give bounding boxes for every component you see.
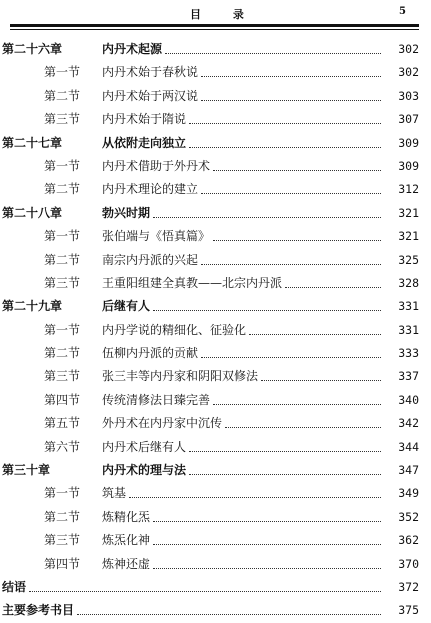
toc-page-number: 325 [398, 252, 419, 267]
dot-leader [189, 147, 381, 148]
toc-section-row[interactable] [0, 506, 431, 529]
toc-entry-label: 第二十八章 [2, 205, 63, 220]
dot-leader [165, 53, 381, 54]
header-rule-thin [10, 29, 419, 30]
dot-leader [201, 193, 381, 194]
toc-page-number: 321 [398, 229, 419, 244]
dot-leader [153, 544, 381, 545]
toc-entry-label: 第二节 [44, 509, 81, 524]
toc-entry-title: 炼精化炁 [102, 509, 151, 524]
page-title: 目 录 [190, 8, 258, 21]
toc-entry-label: 第三节 [44, 369, 81, 384]
toc-page-number: 352 [398, 509, 419, 524]
toc-chapter-row[interactable] [0, 459, 431, 482]
page-header [0, 4, 431, 24]
toc-entry-label: 第三节 [44, 533, 81, 548]
toc-entry-label: 主要参考书目 [2, 603, 75, 618]
dot-leader [249, 334, 381, 335]
toc-page-number: 331 [398, 299, 419, 314]
toc-section-row[interactable] [0, 529, 431, 552]
toc-entry-title: 内丹术始于春秋说 [102, 65, 199, 80]
toc-entry-label: 第四节 [44, 392, 81, 407]
dot-leader [225, 427, 381, 428]
toc-entry-title: 内丹术始于两汉说 [102, 88, 199, 103]
toc-section-row[interactable] [0, 108, 431, 131]
toc-section-row[interactable] [0, 365, 431, 388]
toc-entry-label: 第一节 [44, 322, 81, 337]
dot-leader [189, 123, 381, 124]
toc-chapter-row[interactable] [0, 202, 431, 225]
toc-section-row[interactable] [0, 412, 431, 435]
toc-section-row[interactable] [0, 85, 431, 108]
toc-page-number: 372 [398, 579, 419, 594]
toc-section-row[interactable] [0, 389, 431, 412]
toc-entry-label: 第一节 [44, 158, 81, 173]
toc-section-row[interactable] [0, 436, 431, 459]
dot-leader [261, 380, 381, 381]
dot-leader [77, 614, 381, 615]
toc-entry-label: 第二节 [44, 346, 81, 361]
toc-entry-title: 伍柳内丹派的贡献 [102, 346, 199, 361]
toc-entry-label: 第五节 [44, 416, 81, 431]
toc-section-row[interactable] [0, 319, 431, 342]
toc-section-row[interactable] [0, 342, 431, 365]
toc-section-row[interactable] [0, 482, 431, 505]
toc-entry-label: 第一节 [44, 65, 81, 80]
dot-leader [29, 591, 381, 592]
toc-entry-label: 第四节 [44, 556, 81, 571]
toc-entry-title: 内丹术借助于外丹术 [102, 158, 211, 173]
toc-entry-label: 第二十六章 [2, 42, 63, 56]
toc-page-number: 321 [398, 205, 419, 220]
toc-page-number: 302 [398, 65, 419, 80]
dot-leader [201, 357, 381, 358]
header-rule-thick [10, 24, 419, 27]
toc-page-number: 331 [398, 322, 419, 337]
toc-section-row[interactable] [0, 249, 431, 272]
dot-leader [153, 568, 381, 569]
toc-section-row[interactable] [0, 553, 431, 576]
toc-page-number: 307 [398, 112, 419, 127]
dot-leader [201, 100, 381, 101]
toc-entry-label: 第二十九章 [2, 299, 63, 314]
dot-leader [201, 76, 381, 77]
toc-section-row[interactable] [0, 225, 431, 248]
toc-page-number: 340 [398, 392, 419, 407]
dot-leader [129, 497, 381, 498]
dot-leader [189, 474, 381, 475]
toc-entry-title: 炼神还虚 [102, 556, 151, 571]
page-number: 5 [399, 6, 406, 17]
toc-chapter-row[interactable] [0, 295, 431, 318]
dot-leader [213, 240, 381, 241]
toc-entry-title: 传统清修法日臻完善 [102, 392, 211, 407]
toc-section-row[interactable] [0, 178, 431, 201]
toc-section-row[interactable] [0, 272, 431, 295]
toc-entry-label: 第三节 [44, 275, 81, 290]
toc-page-number: 337 [398, 369, 419, 384]
toc-entry-label: 第一节 [44, 486, 81, 501]
toc-section-row[interactable] [0, 61, 431, 84]
dot-leader [285, 287, 381, 288]
toc-backmatter-row[interactable] [0, 599, 431, 622]
toc-page-number: 349 [398, 486, 419, 501]
toc-entry-title: 从依附走向独立 [102, 135, 187, 150]
toc-entry-label: 第一节 [44, 229, 81, 244]
dot-leader [213, 170, 381, 171]
table-of-contents [0, 38, 431, 623]
toc-page-number: 342 [398, 416, 419, 431]
dot-leader [213, 404, 381, 405]
toc-entry-label: 第二十七章 [2, 135, 63, 150]
toc-backmatter-row[interactable] [0, 576, 431, 599]
toc-entry-title: 王重阳组建全真教——北宗内丹派 [102, 275, 283, 290]
toc-section-row[interactable] [0, 155, 431, 178]
toc-page-number: 312 [398, 182, 419, 197]
toc-entry-title: 后继有人 [102, 299, 151, 314]
toc-entry-title: 张三丰等内丹家和阴阳双修法 [102, 369, 259, 384]
toc-page-number: 347 [398, 463, 419, 478]
toc-entry-label: 第二节 [44, 88, 81, 103]
toc-entry-title: 内丹术起源 [102, 42, 163, 56]
toc-page-number: 362 [398, 533, 419, 548]
toc-page-number: 328 [398, 275, 419, 290]
toc-entry-label: 第六节 [44, 439, 81, 454]
toc-page-number: 333 [398, 346, 419, 361]
toc-page-number: 375 [398, 603, 419, 618]
toc-entry-label: 第二节 [44, 252, 81, 267]
toc-entry-title: 筑基 [102, 486, 127, 501]
toc-entry-title: 内丹术的理与法 [102, 463, 187, 478]
toc-page-number: 344 [398, 439, 419, 454]
dot-leader [189, 451, 381, 452]
toc-entry-title: 南宗内丹派的兴起 [102, 252, 199, 267]
toc-chapter-row[interactable] [0, 132, 431, 155]
toc-entry-title: 炼炁化神 [102, 533, 151, 548]
toc-page-number: 309 [398, 135, 419, 150]
toc-entry-title: 内丹术理论的建立 [102, 182, 199, 197]
toc-entry-label: 第三十章 [2, 463, 51, 478]
toc-entry-title: 外丹术在内丹家中沉传 [102, 416, 223, 431]
dot-leader [153, 217, 381, 218]
toc-entry-title: 勃兴时期 [102, 205, 151, 220]
toc-entry-label: 第三节 [44, 112, 81, 127]
toc-page-number: 303 [398, 88, 419, 103]
toc-entry-title: 张伯端与《悟真篇》 [102, 229, 211, 244]
toc-entry-title: 内丹术始于隋说 [102, 112, 187, 127]
toc-entry-title: 内丹术后继有人 [102, 439, 187, 454]
toc-page-number: 309 [398, 158, 419, 173]
toc-entry-label: 第二节 [44, 182, 81, 197]
toc-entry-label: 结语 [2, 579, 27, 594]
toc-chapter-row[interactable] [0, 38, 431, 61]
dot-leader [153, 521, 381, 522]
toc-entry-title: 内丹学说的精细化、征验化 [102, 322, 247, 337]
toc-page-number: 370 [398, 556, 419, 571]
dot-leader [153, 310, 381, 311]
toc-page-number: 302 [398, 42, 419, 56]
dot-leader [201, 264, 381, 265]
